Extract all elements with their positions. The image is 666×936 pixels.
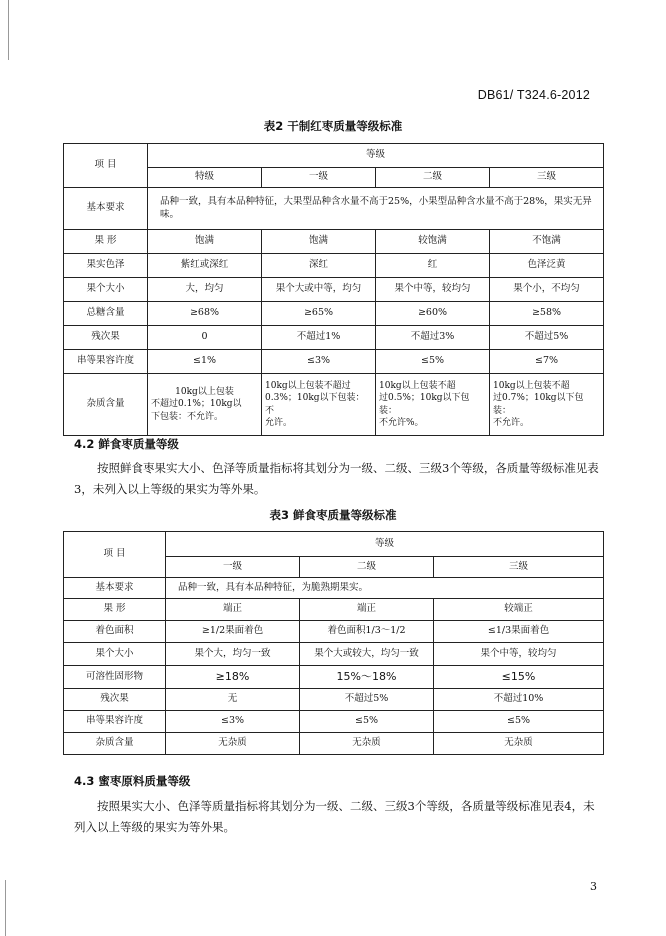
table3-cell: ≤3% [166,711,300,733]
page-number: 3 [590,880,597,893]
table3-cell: 无杂质 [300,733,434,755]
table3-basic-text: 品种一致，具有本品种特征，为脆熟期果实。 [166,578,604,599]
table3-grade-header: 等级 [166,532,604,557]
table2-cell: 不超过3% [376,326,490,350]
table3-grade: 二级 [300,557,434,578]
table2-grade: 特级 [148,168,262,188]
section-4-3-heading: 4.3 蜜枣原料质量等级 [74,774,191,788]
table2-cell: ≥60% [376,302,490,326]
table2-cell: 深红 [262,254,376,278]
table3-cell: 不超过10% [434,689,604,711]
table2-cell: 饱满 [262,230,376,254]
table2-cell: 紫红或深红 [148,254,262,278]
table3-row-label: 残次果 [64,689,166,711]
table3-cell: 果个大，均匀一致 [166,643,300,666]
table2-grade: 三级 [490,168,604,188]
table2-basic-label: 基本要求 [64,188,148,230]
table2-row-label: 果 形 [64,230,148,254]
table2-grade: 一级 [262,168,376,188]
table2-row-label: 果个大小 [64,278,148,302]
table3-cell: 无杂质 [434,733,604,755]
table3-row-label: 杂质含量 [64,733,166,755]
table2-item-header: 项 目 [64,144,148,188]
table3-item-header: 项 目 [64,532,166,578]
table2-cell: ≤1% [148,350,262,374]
table3 [63,531,604,755]
table2-impurity-cell: 10kg以上包装不超过 0.3%；10kg以下包装：不 允许。 [262,374,376,436]
table3-cell: ≤5% [434,711,604,733]
table3-cell: 端正 [166,599,300,621]
table2-impurity-cell: 10kg以上包装不超 过0.7%；10kg以下包装： 不允许。 [490,374,604,436]
table3-basic-label: 基本要求 [64,578,166,599]
table3-row-label: 可溶性固形物 [64,666,166,689]
scan-edge-line [8,0,9,60]
section-4-2-heading: 4.2 鲜食枣质量等级 [74,437,179,451]
scan-edge-line [5,880,6,936]
table2-cell: 0 [148,326,262,350]
table2-cell: 大，均匀 [148,278,262,302]
table3-cell: 果个大或较大，均匀一致 [300,643,434,666]
document-code: DB61/ T324.6-2012 [477,88,590,102]
table3-row-label: 果 形 [64,599,166,621]
table2-cell: 果个中等，较均匀 [376,278,490,302]
table2-cell: ≥65% [262,302,376,326]
table3-caption: 表3 鲜食枣质量等级标准 [269,508,397,522]
table3-cell: 无杂质 [166,733,300,755]
table2-row-label: 果实色泽 [64,254,148,278]
table2-cell: 不超过5% [490,326,604,350]
table2-cell: 果个大或中等，均匀 [262,278,376,302]
table2-cell: 果个小，不均匀 [490,278,604,302]
table2-cell: 不超过1% [262,326,376,350]
table2-row-label: 串等果容许度 [64,350,148,374]
section-4-2-paragraph: 按照鲜食枣果实大小、色泽等质量指标将其划分为一级、二级、三级3个等级，各质量等级标准见表3，未列入以上等级的果实为等外果。 [74,461,599,496]
table3-grade: 三级 [434,557,604,578]
table2-row-label: 残次果 [64,326,148,350]
table2-row-label: 总糖含量 [64,302,148,326]
table2-cell: ≥68% [148,302,262,326]
table2-cell: ≥58% [490,302,604,326]
table2-impurity-label: 杂质含量 [64,374,148,436]
table3-row-label: 着色面积 [64,621,166,643]
table3-cell: 端正 [300,599,434,621]
table2-impurity-cell: 10kg以上包装不超 过0.5%；10kg以下包装： 不允许%。 [376,374,490,436]
table2-cell: 红 [376,254,490,278]
table3-cell: 不超过5% [300,689,434,711]
table2-cell: ≤3% [262,350,376,374]
table2-grade-header: 等级 [148,144,604,168]
table3-cell: 果个中等，较均匀 [434,643,604,666]
table3-row-label: 串等果容许度 [64,711,166,733]
table2-cell: 较饱满 [376,230,490,254]
table2 [63,143,604,436]
table2-impurity-cell: 10kg以上包装 不超过0.1%；10kg以 下包装：不允许。 [148,374,262,436]
table3-grade: 一级 [166,557,300,578]
table2-caption: 表2 干制红枣质量等级标准 [263,119,403,133]
table2-cell: 色泽泛黄 [490,254,604,278]
table3-cell: ≥18% [166,666,300,689]
table2-grade: 二级 [376,168,490,188]
table3-cell: 着色面积1/3～1/2 [300,621,434,643]
table3-cell: ≤1/3果面着色 [434,621,604,643]
section-4-3-paragraph: 按照果实大小、色泽等质量指标将其划分为一级、二级、三级3个等级，各质量等级标准见表4，未列入以上等级的果实为等外果。 [74,799,595,834]
table2-cell: ≤5% [376,350,490,374]
table3-cell: ≥1/2果面着色 [166,621,300,643]
table3-cell: 无 [166,689,300,711]
table2-basic-text: 品种一致，具有本品种特征，大果型品种含水量不高于25%，小果型品种含水量不高于28%，果实无异味。 [148,188,604,230]
table3-cell: ≤15% [434,666,604,689]
table3-cell: 15%～18% [300,666,434,689]
table2-cell: 不饱满 [490,230,604,254]
table2-cell: ≤7% [490,350,604,374]
table3-cell: 较端正 [434,599,604,621]
table2-cell: 饱满 [148,230,262,254]
table3-row-label: 果个大小 [64,643,166,666]
table3-cell: ≤5% [300,711,434,733]
